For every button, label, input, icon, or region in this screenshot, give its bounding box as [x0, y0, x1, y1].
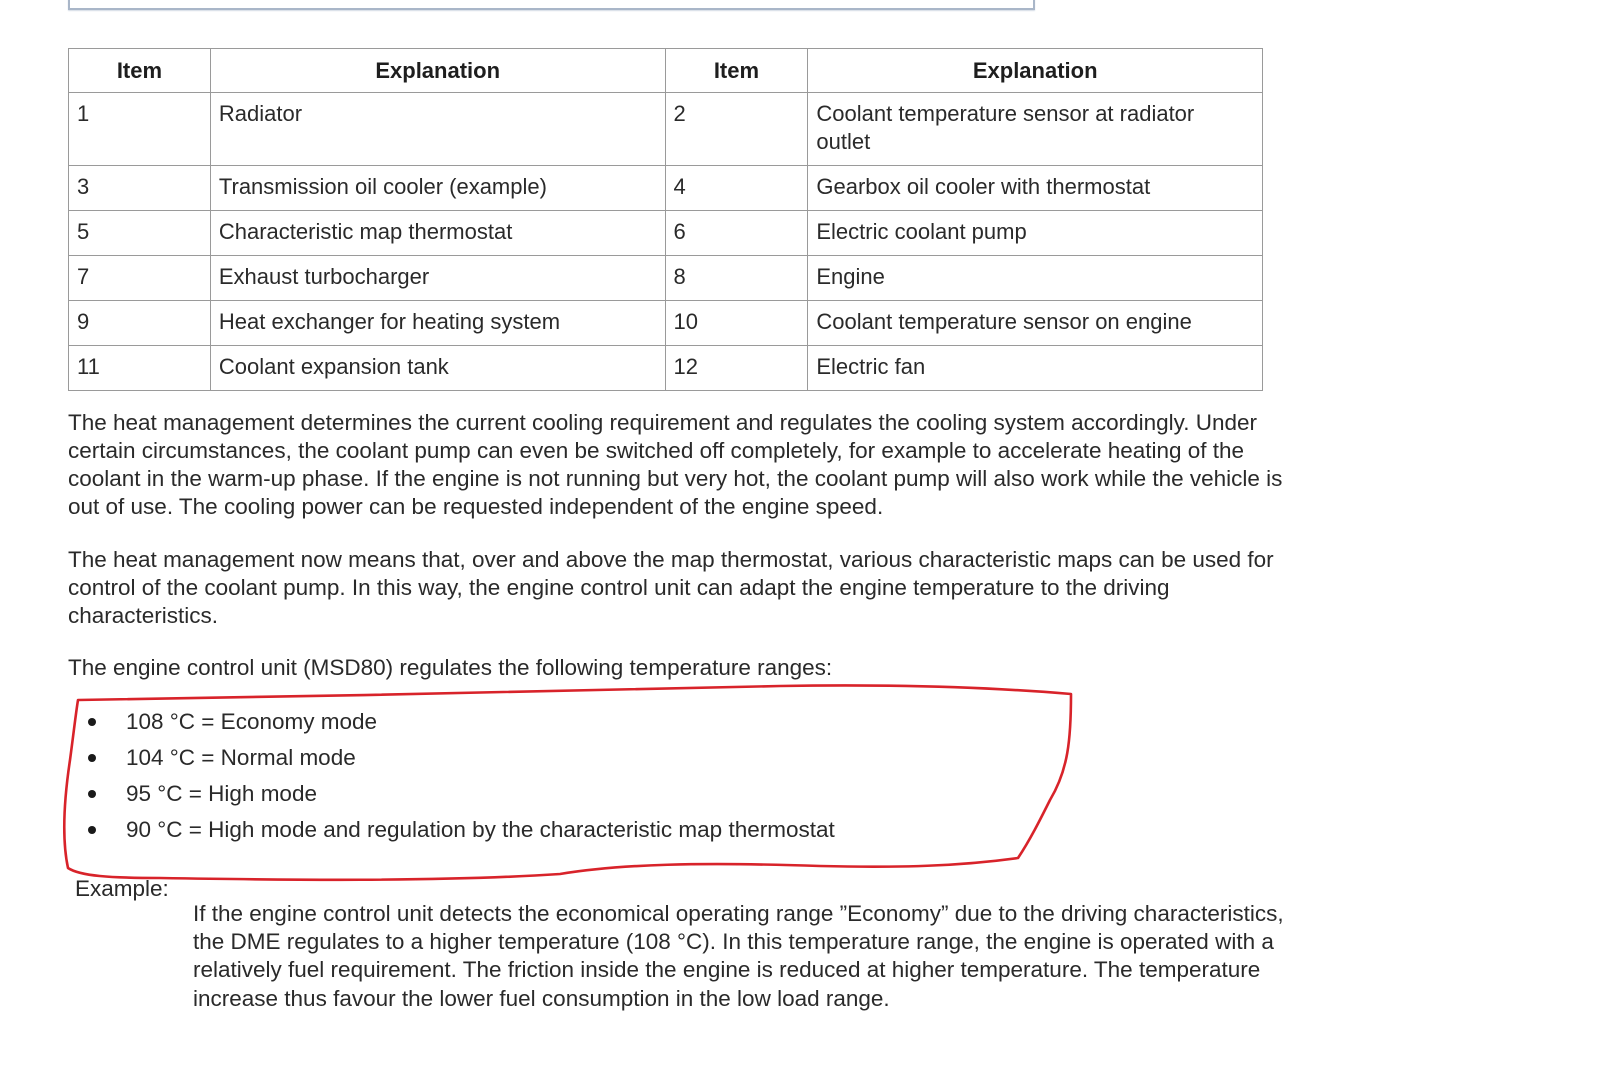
item-number: 2: [665, 93, 808, 166]
table-row: [69, 346, 1263, 391]
item-explanation: Characteristic map thermostat: [210, 211, 665, 256]
list-item: [68, 776, 835, 812]
paragraph-characteristic-maps: The heat management now means that, over and above the map thermostat, various characteristic maps can be used for control of the coolant pump. In this way, the engine control unit can adapt the engine temperature to the driving characteristics.: [68, 547, 1274, 628]
item-explanation: Radiator: [210, 93, 665, 166]
item-explanation: Coolant expansion tank: [210, 346, 665, 391]
item-number: 7: [69, 256, 211, 301]
range-text: 108 °C = Economy mode: [126, 709, 378, 734]
table-row: [69, 256, 1263, 301]
item-explanation: Engine: [808, 256, 1263, 301]
header-item: Item: [69, 49, 211, 93]
header-item: Item: [665, 49, 808, 93]
item-number: 8: [665, 256, 808, 301]
item-number: 9: [69, 301, 211, 346]
item-explanation: Coolant temperature sensor at radiator outlet: [808, 93, 1263, 166]
paragraph-heat-management: The heat management determines the current cooling requirement and regulates the cooling system accordingly. Under certain circumstances, the coolant pump can even be switched off completely, for example to accelerate heating of the coolant in the warm-up phase. If the engine is not running but very hot, the coolant pump will also work while the vehicle is out of use. The cooling power can be requested independent of the engine speed.: [68, 410, 1283, 519]
bullet-icon: [88, 826, 96, 834]
example-text: If the engine control unit detects the economical operating range ”Economy” due to the driving characteristics, the DME regulates to a higher temperature (108 °C). In this temperature range, the engine is operated with a relatively fuel requirement. The friction inside the engine is reduced at higher temperature. The temperature increase thus favour the lower fuel consumption in the low load range.: [193, 901, 1284, 1011]
item-number: 1: [69, 93, 211, 166]
item-explanation: Transmission oil cooler (example): [210, 166, 665, 211]
item-number: 11: [69, 346, 211, 391]
header-explanation: Explanation: [210, 49, 665, 93]
item-explanation: Exhaust turbocharger: [210, 256, 665, 301]
item-number: 10: [665, 301, 808, 346]
item-explanation: Gearbox oil cooler with thermostat: [808, 166, 1263, 211]
range-text: 95 °C = High mode: [126, 781, 317, 806]
table-header-row: [69, 49, 1263, 93]
item-explanation: Heat exchanger for heating system: [210, 301, 665, 346]
range-text: 90 °C = High mode and regulation by the characteristic map thermostat: [126, 817, 835, 842]
item-number: 6: [665, 211, 808, 256]
example-label: Example:: [75, 876, 169, 901]
table-row: [69, 301, 1263, 346]
item-number: 4: [665, 166, 808, 211]
item-explanation: Coolant temperature sensor on engine: [808, 301, 1263, 346]
bullet-icon: [88, 790, 96, 798]
range-text: 104 °C = Normal mode: [126, 745, 356, 770]
list-item: [68, 812, 835, 848]
table-row: [69, 211, 1263, 256]
list-item: [68, 740, 835, 776]
list-item: [68, 704, 835, 740]
header-explanation: Explanation: [808, 49, 1263, 93]
figure-caption-box: [68, 0, 1035, 10]
bullet-icon: [88, 718, 96, 726]
table-row: [69, 93, 1263, 166]
item-number: 12: [665, 346, 808, 391]
item-number: 3: [69, 166, 211, 211]
item-number: 5: [69, 211, 211, 256]
bullet-icon: [88, 754, 96, 762]
paragraph-temperature-ranges-intro: The engine control unit (MSD80) regulates the following temperature ranges:: [68, 655, 833, 680]
table-row: [69, 166, 1263, 211]
item-explanation: Electric coolant pump: [808, 211, 1263, 256]
temperature-range-list: [68, 704, 835, 848]
parts-table: [68, 48, 1263, 391]
item-explanation: Electric fan: [808, 346, 1263, 391]
